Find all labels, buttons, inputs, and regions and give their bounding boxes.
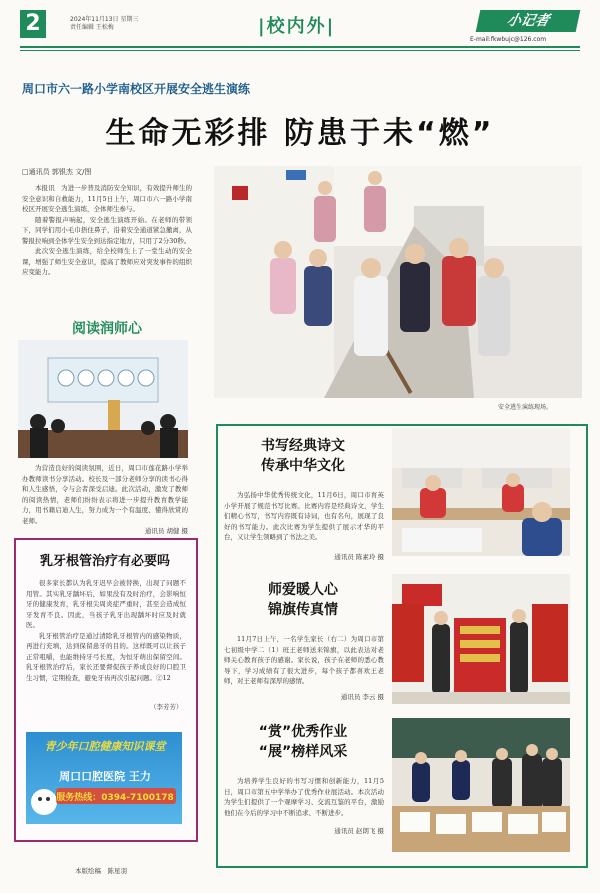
page-footer: 本版绘稿 陈星羽 [75, 867, 127, 875]
award-headline [228, 580, 378, 620]
award-headline-line2: 锦旗传真情 [268, 602, 338, 618]
homework-headline-line2: “展”榜样风采 [258, 744, 348, 760]
reading-paragraph: 为营造良好的阅读氛围，近日，周口市莲花路小学举办教师读书分享活动。校长及一部分老师分享的读书心得和人生感悟，令与会者深受启迪。此次活动，激发了教师的阅读热情，老师们纷纷表示将进一步提升教育教学能力，用书籍启迪人生，努力成为一个有温度、懂得欣赏的老师。 [22, 464, 188, 525]
lead-headline: 生命无彩排 防患于未“燃” [105, 116, 495, 151]
reading-headline: 阅读润师心 [72, 321, 142, 337]
homework-article [224, 776, 384, 818]
poetry-credit: 通讯员 陈素玲 摄 [334, 553, 384, 561]
lead-paragraph: 本报讯 为进一步普及消防安全知识，有效提升师生的安全意识和自救能力，11月5日上午，周口市六一路小学南校区开展安全逃生演练，全体师生参与。 [22, 184, 192, 213]
poetry-headline-line2: 传承中华文化 [261, 458, 345, 474]
date-line: 2024年11月13日 星期三 [70, 16, 139, 23]
homework-credit: 通讯员 赵朗飞 摄 [334, 827, 384, 835]
issue-date [70, 16, 138, 32]
poetry-headline [228, 436, 378, 476]
editor-line: 责任编辑 王松梅 [70, 24, 114, 31]
homework-headline [228, 722, 378, 762]
dental-paragraph: 乳牙根管治疗是通过清除乳牙根管内的感染物质，再进行充填，达到保留患牙的目的。这样既可以让孩子正常咀嚼，也能维持牙弓长度，为恒牙萌出保留空间。乳牙根管治疗后，家长还要督促孩子养成良好的口腔卫生习惯，定期检查，避免牙齿再次引起问题。②12 [26, 631, 186, 682]
dental-banner-phone: 服务热线：0394-7100178 [56, 793, 174, 803]
evacuation-drill-photo [214, 166, 582, 398]
dental-paragraph: 很多家长都认为乳牙迟早会被替换，出现了问题不用管。其实乳牙龋坏后，如果没有及时治疗，会影响恒牙的健康发育，乳牙根尖周炎症严重时，甚至会造成恒牙发育不良。因此，当孩子乳牙出现龋坏时应及时就医。 [26, 579, 186, 629]
dental-banner-org: 周口口腔医院 王力 [59, 770, 151, 783]
award-credit: 通讯员 李云 摄 [340, 693, 384, 701]
column-logo: 小记者 [476, 10, 581, 32]
reading-event-photo [18, 340, 188, 458]
poetry-headline-line1: 书写经典诗文 [261, 438, 345, 454]
reading-credit: 通讯员 胡健 摄 [144, 527, 188, 535]
award-article [224, 634, 384, 687]
header-divider-thin [20, 50, 580, 51]
lead-article [22, 183, 192, 278]
award-headline-line1: 师爱暖人心 [268, 582, 338, 598]
header-divider [20, 46, 580, 48]
homework-paragraph: 为培养学生良好的书写习惯和创新能力，11月5日，周口市第五中学举办了优秀作业展活动。本次活动为学生们提供了一个观摩学习、交流互鉴的平台，激励他们在今后的学习中不断追求、不断进步。 [224, 777, 384, 817]
reading-article [22, 463, 188, 535]
homework-exhibit-photo [392, 718, 570, 852]
dental-article [26, 578, 186, 683]
page-number: 2 [20, 10, 46, 38]
section-title: |校内外| [258, 16, 336, 37]
homework-headline-line1: “赏”优秀作业 [258, 724, 348, 740]
dental-banner-title: 青少年口腔健康知识课堂 [44, 740, 166, 753]
lead-byline: □通讯员 郭银杰 文/图 [22, 168, 92, 176]
contact-email: E-mail:fkwbujc@126.com [470, 36, 547, 43]
lead-photo-caption: 安全逃生演练现场。 [498, 404, 553, 411]
dental-author: （李芳芳） [150, 703, 183, 711]
award-paragraph: 11月7日上午，一名学生家长（右二）为周口市第七初级中学二（1）班王老师送来锦旗，以此表达对老师关心教育孩子的感谢。家长说，孩子在老师的悉心教导下，学习成绩有了很大进步，每个孩子都喜欢王老师，对王老师有深厚的感情。 [224, 635, 384, 685]
dental-headline: 乳牙根管治疗有必要吗 [39, 554, 170, 569]
poetry-article [224, 490, 384, 543]
lead-paragraph: 此次安全逃生演练，给全校师生上了一堂生动的安全课，增强了师生安全意识，提高了教师应对突发事件的组织应变能力。 [22, 247, 192, 276]
poetry-paragraph: 为弘扬中华优秀传统文化，11月6日，周口市育英小学开展了规范书写比赛。比赛内容是经典诗文，学生们精心书写，书写内容既有诗词，也有名句，展现了良好的书写能力。此次比赛为学生提供了展示才华的平台，又让学生领略到了书法之美。 [224, 491, 384, 541]
lead-subtitle: 周口市六一路小学南校区开展安全逃生演练 [22, 82, 251, 96]
lead-paragraph: 随着警报声响起，安全逃生演练开始。在老师的带领下，同学们用小毛巾捂住鼻子，沿着安全通道紧急撤离，从警报拉响到全体学生安全到达指定地方，只用了2分30秒。 [22, 215, 192, 245]
calligraphy-contest-photo [392, 428, 570, 556]
silk-banner-photo [392, 574, 570, 704]
